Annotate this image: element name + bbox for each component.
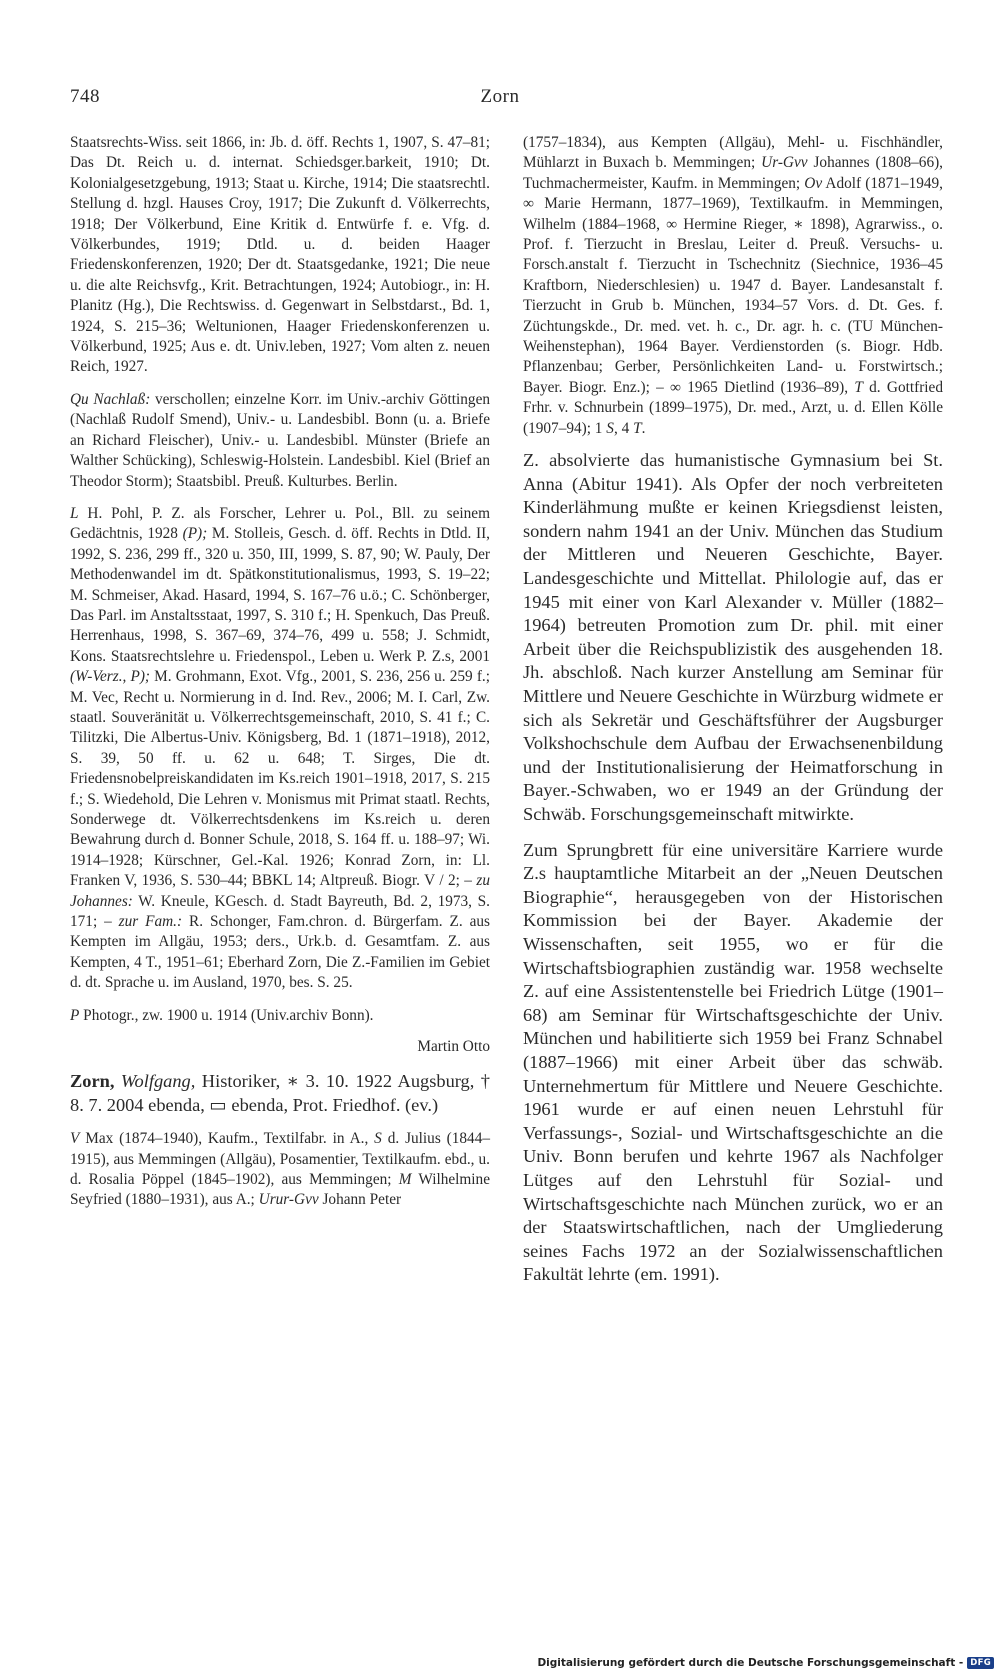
- genealogy-marker: S: [374, 1130, 382, 1148]
- genealogy-text: (1757–1834), aus Kempten (Allgäu), Mehl- u. Fischhändler, Mühlarzt in Buxach b. Memmingen;: [523, 134, 943, 172]
- genealogy-text: Johann Peter: [318, 1191, 402, 1209]
- genealogy-text: d. Gottfried Frhr. v. Schnurbein (1899–1975), Dr. med., Arzt, u. d. Ellen Kölle (1907–94); 1: [523, 378, 943, 437]
- genealogy-text: Max (1874–1940), Kaufm., Textilfabr. in A.,: [79, 1130, 375, 1148]
- nachlass-text: verschollen; einzelne Korr. im Univ.-archiv Göttingen (Nachlaß Rudolf Smend), Univ.- u. Landesbibl. Bonn (u. a. Briefe an Richard Fleischer), Univ.- u. Landesbibl. Münster (Briefe an Walther Schücking), Schleswig-Holstein. Landesbibl. Kiel (Brief an Theodor Storm); Staatsbibl. Preuß. Kulturbes. Berlin.: [70, 390, 491, 490]
- literature-text: W. Kneule, KGesch. d. Stadt Bayreuth, Bd. 2, 1973, S. 171; –: [70, 892, 490, 931]
- running-head: Zorn: [480, 86, 520, 107]
- literature-marker: (P);: [182, 525, 208, 543]
- genealogy-marker: S: [606, 419, 614, 437]
- genealogy-text: Johannes (1808–66), Tuchmachermeister, Kaufm. in Memmingen;: [523, 154, 944, 192]
- works-list-continued: Staatsrechts-Wiss. seit 1866, in: Jb. d. öff. Rechts 1, 1907, S. 47–81; Das Dt. Reich u. d. internat. Schiedsger.barkeit, 1910; Dt. Kolonialgesetzgebung, 1913; Staat u. Kirche, 1914; Die staatsrechtl. Stellung d. hzgl. Hauses Croy, 1917; Die Zukunft d. Völkerrechts, 1918; Der Völkerbund, Eine Kritik d. Entwürfe f. e. Vfg. d. Völkerbundes, 1919; Dtld. u. d. beiden Haager Friedenskonferenzen, 1920; Der dt. Staatsgedanke, 1921; Die neue u. die alte Reichsvfg., Krit. Betrachtungen, 1924; Autobiogr., in: H. Planitz (Hg.), Die Rechtswiss. d. Gegenwart in Selbstdarst., Bd. 1, 1924, S. 215–36; Weltunionen, Haager Friedenskonferenzen u. Völkerbund, 1925; Aus e. dt. Univ.leben, 1927; Vom alten z. neuen Reich, 1927.: [70, 134, 490, 376]
- genealogy-marker: T: [854, 378, 863, 396]
- portrait-text: Photogr., zw. 1900 u. 1914 (Univ.archiv Bonn).: [79, 1006, 374, 1024]
- right-column: [523, 133, 943, 1299]
- page-number: 748: [70, 86, 100, 107]
- genealogy-text: Adolf (1871–1949, ∞ Marie Hermann, 1877–1969), Textilkaufm. in Memmingen, Wilhelm (1884–1968, ∞ Hermine Rieger, ∗ 1898), Agrarwiss., o. Prof. f. Tierzucht in Breslau, Leiter d. Preuß. Versuchs- u. Forsch.anstalt f. Tierzucht in Tschechnitz (Siechnice, 1936–45 Kraftborn, Niederschlesien) u. 1947 d. Bayer. Landesanstalt f. Tierzucht in Grub b. München, 1934–57 Vors. d. Dt. Ges. f. Züchtungskde., Dr. med. vet. h. c., Dr. agr. h. c. (TU München-Weihenstephan), 1964 Bayer. Verdienstorden (s. Biogr. Hdb. Pflanzenbau; Gerber, Persönlichkeiten Land- u. Forstwirtsch.; Bayer. Biogr. Enz.); – ∞ 1965 Dietlind (1936–89),: [523, 174, 944, 396]
- literature-marker: (W-Verz., P);: [70, 668, 151, 686]
- genealogy-text: .: [641, 419, 646, 437]
- literature-text: H. Pohl, P. Z. als Forscher, Lehrer u. Pol., Bll. zu seinem Gedächtnis, 1928: [70, 504, 490, 543]
- entry-surname: Zorn,: [70, 1071, 115, 1092]
- genealogy-text: Wilhelmine Seyfried (1880–1931), aus A.;: [70, 1171, 490, 1209]
- entry-given-name: Wolfgang,: [114, 1071, 196, 1092]
- article-author: Martin Otto: [417, 1038, 490, 1056]
- entry-heading: [70, 1070, 490, 1117]
- literature-marker: zur Fam.:: [118, 913, 183, 931]
- literature-text: M. Stolleis, Gesch. d. öff. Rechts in Dtld. II, 1992, S. 236, 299 ff., 320 u. 350, III, 1999, S. 87, 90; W. Pauly, Der Methodenwandel im dt. Spätkonstitutionalismus, 1993, S. 19–22; M. Schmeiser, Akad. Hasard, 1994, S. 167–76 u.ö.; C. Schönberger, Das Parl. im Anstaltsstaat, 1997, S. 310 f.; H. Spenkuch, Das Preuß. Herrenhaus, 1998, S. 367–69, 374–76, 499 u. 558; J. Schmidt, Kons. Staatsrechtslehre u. Friedenspol., Leben u. Werk P. Z.s, 2001: [70, 525, 490, 665]
- portrait-label: P: [70, 1006, 80, 1024]
- left-column: [70, 133, 490, 1223]
- nachlass-label: Qu Nachlaß:: [70, 390, 151, 408]
- digitization-footer: [537, 1657, 994, 1669]
- body-paragraph: Z. absolvierte das humanistische Gymnasium bei St. Anna (Abitur 1941). Als Opfer der noch verbreiteten Kinderlähmung mußte er keinen Kriegsdienst leisten, sondern nahm 1941 an der Univ. München das Studium der Mittleren und Neueren Geschichte, Bayer. Landesgeschichte und Mittellat. Philologie auf, das er 1945 mit einer von Karl Alexander v. Müller (1882–1964) betreuten Promotion zum Dr. phil. mit einer Arbeit über die Reichspublizistik des ausgehenden 18. Jh. abschloß. Nach kurzer Anstellung am Seminar für Mittlere und Neuere Geschichte in Würzburg widmete er sich als Sekretär und Geschäftsführer der Augsburger Volkshochschule dem Aufbau der Erwachsenenbildung und der Institutionalisierung der Heimatforschung in Bayer.-Schwaben, wo er 1949 an der Gründung der Schwäb. Forschungsgemeinschaft mitwirkte.: [523, 450, 943, 824]
- literature-text: M. Grohmann, Exot. Vfg., 2001, S. 236, 256 u. 259 f.; M. Vec, Recht u. Normierung in d. Ind. Rev., 2006; M. I. Carl, Zw. staatl. Souveränität u. Völkerrechtsgemeinschaft, 2010, S. 41 f.; C. Tilitzki, Die Albertus-Univ. Königsberg, Bd. 1 (1871–1918), 2012, S. 39, 50 ff. u. 62 u. 648; T. Sirges, Die dt. Friedensnobelpreiskandidaten im Ks.reich 1901–1918, 2017, S. 215 f.; S. Wiedehold, Die Lehren v. Monismus mit Primat staatl. Rechts, Sonderwege dt. Völkerrechtsdenkens im Ks.reich u. deren Bewahrung durch d. Bonner Schule, 2018, S. 164 ff. u. 188–97; Wi. 1914–1928; Kürschner, Gel.-Kal. 1926; Konrad Zorn, in: Ll. Franken V, 1936, S. 530–44; BBKL 14; Altpreuß. Biogr. V / 2; –: [70, 668, 490, 890]
- footer-text: Digitalisierung gefördert durch die Deutsche Forschungsgemeinschaft -: [537, 1657, 964, 1669]
- literature-marker: zu Johannes:: [70, 872, 490, 910]
- genealogy-marker: T: [633, 419, 642, 437]
- genealogy-marker: M: [398, 1171, 412, 1189]
- literature: [70, 504, 490, 994]
- genealogy-continued: [523, 133, 943, 439]
- portrait-note: [70, 1006, 490, 1026]
- entry-vitals: Historiker, ∗ 3. 10. 1922 Augsburg, † 8. 7. 2004 ebenda, ▭ ebenda, Prot. Friedhof. (ev.): [70, 1071, 490, 1115]
- genealogy-marker: V: [70, 1130, 80, 1148]
- sources-nachlass: [70, 390, 490, 492]
- genealogy: [70, 1129, 490, 1211]
- genealogy-text: d. Julius (1844–1915), aus Memmingen (Allgäu), Posamentier, Textilkaufm. ebd., u. d. Rosalia Pöppel (1845–1902), aus Memmingen;: [70, 1130, 490, 1189]
- genealogy-marker: Ur-Gvv: [761, 154, 808, 172]
- body-paragraph: Zum Sprungbrett für eine universitäre Karriere wurde Z.s hauptamtliche Mitarbeit an der „Neuen Deutschen Biographie“, herausgegeben von der Historischen Kommission bei der Bayer. Akademie der Wissenschaften, seit 1955, wo er für die Wirtschaftsbiographien zuständig war. 1958 wechselte Z. auf eine Assistentenstelle bei Friedrich Lütge (1901–68) am Seminar für Wirtschaftsgeschichte der Univ. München und habilitierte sich 1959 bei Franz Schnabel (1887–1966) mit einer Arbeit über das schwäb. Unternehmertum für Mittlere und Neuere Geschichte. 1961 wurde er auf einen neuen Lehrstuhl für Verfassungs-, Sozial- und Wirtschaftsgeschichte an die Univ. Bonn berufen und kehrte 1967 als Nachfolger Lütges auf den Lehrstuhl für Sozial- und Wirtschaftsgeschichte nach München zurück, wo er an der Staatswirtschaftlichen, nach der Umgliederung seines Fachs 1972 an der Sozialwissenschaftlichen Fakultät lehrte (em. 1991).: [523, 839, 943, 1285]
- literature-text: R. Schonger, Fam.chron. d. Bürgerfam. Z. aus Kempten im Allgäu, 1953; ders., Urk.b. d. Gesamtfam. Z. aus Kempten, 4 T., 1951–61; Eberhard Zorn, Die Z.-Familien im Gebiet d. dt. Sprache u. im Ausland, 1970, bes. S. 25.: [70, 913, 491, 992]
- genealogy-marker: Ov: [804, 174, 823, 192]
- genealogy-text: , 4: [613, 419, 634, 437]
- genealogy-marker: Urur-Gvv: [258, 1191, 319, 1209]
- literature-label: L: [70, 504, 79, 522]
- dfg-logo: DFG: [967, 1657, 994, 1669]
